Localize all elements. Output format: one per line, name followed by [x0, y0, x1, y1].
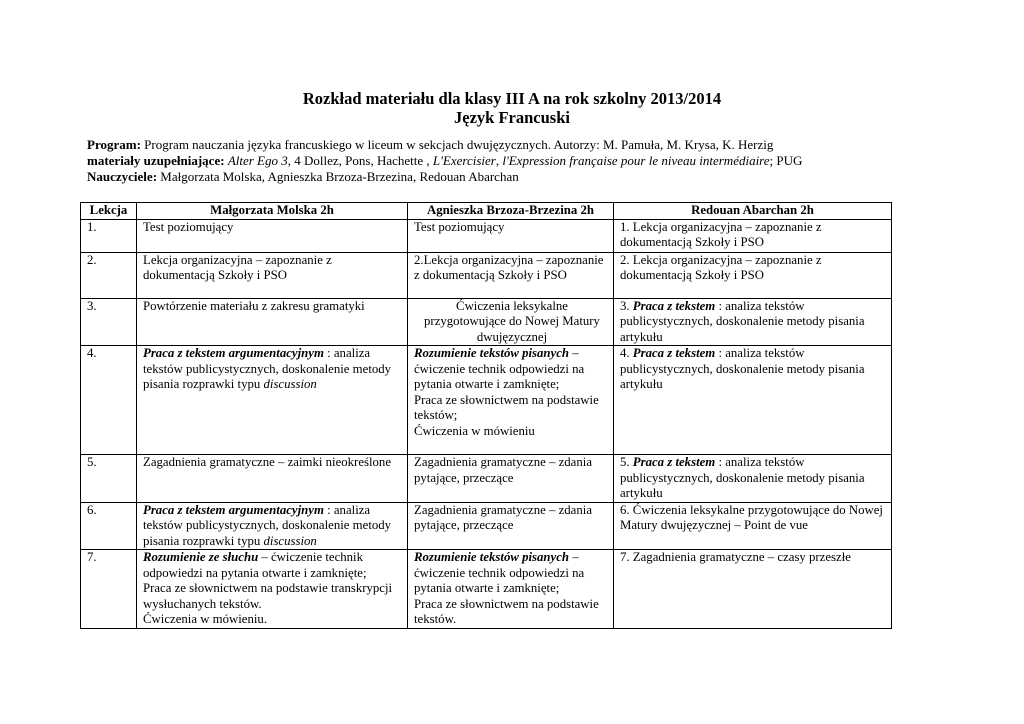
cell-teacher-2 — [408, 550, 614, 629]
cell-text: : analiza tekstów publicystycznych, doskonalenie metody pisania artykułu — [620, 455, 865, 500]
cell-teacher-1 — [137, 346, 408, 455]
cell-line-2: Praca ze słownictwem na podstawie transkrypcji wysłuchanych tekstów. — [143, 581, 393, 611]
materials-book-1: Alter Ego 3 — [227, 153, 288, 168]
document-meta — [87, 137, 937, 185]
cell-teacher-1: Powtórzenie materiału z zakresu gramatyki — [137, 298, 408, 346]
table-row — [81, 298, 892, 346]
cell-emphasis: Praca z tekstem argumentacyjnym — [143, 502, 324, 517]
cell-line-2: Praca ze słownictwem na podstawie tekstów; — [414, 392, 599, 422]
cell-text: : analiza tekstów publicystycznych, doskonalenie metody pisania artykułu — [620, 346, 865, 391]
cell-emphasis: Praca z tekstem — [632, 346, 716, 360]
materials-text-2: , — [495, 153, 503, 168]
teachers-label: Nauczyciele: — [87, 169, 158, 184]
schedule-table — [80, 202, 892, 629]
header-teacher-2: Agnieszka Brzoza-Brzezina 2h — [408, 203, 614, 220]
cell-text: : analiza tekstów publicystycznych, doskonalenie metody pisania rozprawki typu — [143, 346, 392, 391]
materials-text-3: ; PUG — [769, 153, 803, 168]
lesson-number: 2. — [81, 252, 137, 298]
cell-text: – ćwiczenie technik odpowiedzi na pytania otwarte i zamknięte; — [414, 550, 585, 595]
cell-teacher-3: 2. Lekcja organizacyjna – zapoznanie z dokumentacją Szkoły i PSO — [614, 252, 892, 298]
cell-emphasis: Praca z tekstem — [632, 298, 716, 313]
cell-teacher-2: Zagadnienia gramatyczne – zdania pytające, przeczące — [408, 455, 614, 503]
cell-teacher-3: 1. Lekcja organizacyjna – zapoznanie z dokumentacją Szkoły i PSO — [614, 219, 892, 252]
table-row — [81, 219, 892, 252]
cell-teacher-1: Test poziomujący — [137, 219, 408, 252]
cell-teacher-2 — [408, 346, 614, 455]
table-row — [81, 502, 892, 550]
lesson-number: 6. — [81, 502, 137, 550]
cell-italic: discussion — [263, 377, 317, 391]
cell-emphasis: Praca z tekstem — [632, 455, 716, 469]
program-text: Program nauczania języka francuskiego w liceum w sekcjach dwujęzycznych. Autorzy: M. Pamuła, M. Krysa, K. Herzig — [140, 137, 774, 152]
lesson-number: 1. — [81, 219, 137, 252]
cell-lead: 5. — [620, 455, 633, 469]
program-label: Program: — [87, 137, 141, 152]
table-row — [81, 455, 892, 503]
document-subtitle: Język Francuski — [454, 108, 570, 127]
teachers-text: Małgorzata Molska, Agnieszka Brzoza-Brzezina, Redouan Abarchan — [157, 169, 519, 184]
lesson-number: 3. — [81, 298, 137, 346]
cell-text: – ćwiczenie technik odpowiedzi na pytania otwarte i zamknięte; — [143, 550, 367, 580]
cell-text: – ćwiczenie technik odpowiedzi na pytania otwarte i zamknięte; — [414, 346, 585, 391]
header-teacher-1: Małgorzata Molska 2h — [137, 203, 408, 220]
cell-emphasis: Praca z tekstem argumentacyjnym — [143, 346, 324, 360]
cell-teacher-3 — [614, 298, 892, 346]
header-lesson: Lekcja — [81, 203, 137, 220]
table-row — [81, 252, 892, 298]
cell-teacher-2: Test poziomujący — [408, 219, 614, 252]
table-header-row — [81, 203, 892, 220]
materials-label: materiały uzupełniające: — [87, 153, 225, 168]
program-line — [87, 137, 937, 153]
cell-line-3: Ćwiczenia w mówieniu. — [143, 612, 268, 626]
teachers-line — [87, 169, 937, 185]
cell-teacher-3: 7. Zagadnienia gramatyczne – czasy przeszłe — [614, 550, 892, 629]
materials-book-2: L'Exercisier — [432, 153, 496, 168]
cell-teacher-1: Lekcja organizacyjna – zapoznanie z dokumentacją Szkoły i PSO — [137, 252, 408, 298]
materials-book-3: l'Expression française pour le niveau intermédiaire — [502, 153, 770, 168]
cell-emphasis: Rozumienie tekstów pisanych — [414, 346, 569, 360]
cell-teacher-3 — [614, 346, 892, 455]
cell-teacher-2: Ćwiczenia leksykalne przygotowujące do Nowej Matury dwujęzycznej — [408, 298, 614, 346]
cell-teacher-2: Zagadnienia gramatyczne – zdania pytające, przeczące — [408, 502, 614, 550]
cell-teacher-2: 2.Lekcja organizacyjna – zapoznanie z dokumentacją Szkoły i PSO — [408, 252, 614, 298]
lesson-number: 5. — [81, 455, 137, 503]
lesson-number: 7. — [81, 550, 137, 629]
table-row — [81, 550, 892, 629]
table-row — [81, 346, 892, 455]
cell-text: : analiza tekstów publicystycznych, doskonalenie metody pisania rozprawki typu — [143, 502, 392, 548]
header-teacher-3: Redouan Abarchan 2h — [614, 203, 892, 220]
materials-text-1: , 4 Dollez, Pons, Hachette , — [287, 153, 433, 168]
cell-teacher-3 — [614, 455, 892, 503]
cell-teacher-1: Zagadnienia gramatyczne – zaimki nieokreślone — [137, 455, 408, 503]
lesson-number: 4. — [81, 346, 137, 455]
cell-line-2: Praca ze słownictwem na podstawie tekstów. — [414, 596, 599, 626]
cell-lead: 3. — [620, 298, 633, 313]
materials-line — [87, 153, 937, 169]
cell-lead: 4. — [620, 346, 633, 360]
cell-emphasis: Rozumienie ze słuchu — [143, 550, 259, 564]
document-title: Rozkład materiału dla klasy III A na rok szkolny 2013/2014 — [302, 89, 722, 108]
cell-italic: discussion — [263, 533, 317, 548]
cell-text: : analiza tekstów publicystycznych, doskonalenie metody pisania artykułu — [620, 298, 865, 344]
cell-teacher-3: 6. Ćwiczenia leksykalne przygotowujące do Nowej Matury dwujęzycznej – Point de vue — [614, 502, 892, 550]
cell-teacher-1 — [137, 502, 408, 550]
cell-line-3: Ćwiczenia w mówieniu — [414, 423, 535, 438]
cell-emphasis: Rozumienie tekstów pisanych — [414, 550, 569, 564]
cell-teacher-1 — [137, 550, 408, 629]
